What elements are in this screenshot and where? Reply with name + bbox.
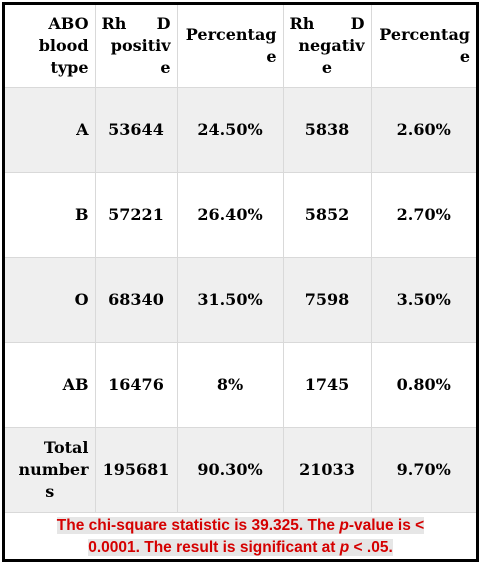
header-pct-neg-line2: e bbox=[459, 47, 470, 66]
header-rh-d-negative bbox=[283, 5, 371, 88]
note-part3: 0.0001. The result is significant at bbox=[88, 539, 340, 556]
header-rh-neg-left: Rh bbox=[289, 14, 315, 33]
total-pct-negative: 9.70% bbox=[371, 428, 476, 513]
note-p-italic-1: p bbox=[339, 517, 349, 534]
chi-square-result-note bbox=[5, 512, 476, 562]
header-abo-line1: ABO bbox=[48, 14, 89, 33]
header-row bbox=[5, 5, 476, 88]
row-total-label bbox=[5, 428, 95, 513]
table-row bbox=[5, 173, 476, 258]
row-blood-type: A bbox=[5, 88, 95, 173]
header-rh-neg-line3: e bbox=[321, 58, 333, 77]
header-abo-line3: type bbox=[50, 58, 89, 77]
header-percentage-positive bbox=[177, 5, 283, 88]
header-abo-line2: blood bbox=[38, 36, 89, 55]
row-rh-negative: 7598 bbox=[283, 258, 371, 343]
row-pct-negative: 3.50% bbox=[371, 258, 476, 343]
total-pct-positive: 90.30% bbox=[177, 428, 283, 513]
table-row-total bbox=[5, 428, 476, 513]
header-rh-neg-right: D bbox=[350, 14, 365, 33]
row-rh-positive: 68340 bbox=[95, 258, 177, 343]
row-pct-positive: 31.50% bbox=[177, 258, 283, 343]
note-part4: < .05. bbox=[349, 539, 393, 556]
header-abo-blood-type bbox=[5, 5, 95, 88]
total-rh-negative: 21033 bbox=[283, 428, 371, 513]
row-rh-negative: 5852 bbox=[283, 173, 371, 258]
table-row bbox=[5, 343, 476, 428]
total-label-line1: Total bbox=[43, 438, 89, 457]
header-rh-pos-right: D bbox=[156, 14, 171, 33]
row-blood-type: AB bbox=[5, 343, 95, 428]
table-frame bbox=[2, 2, 479, 562]
row-rh-positive: 53644 bbox=[95, 88, 177, 173]
header-rh-neg-line2: negativ bbox=[298, 36, 365, 55]
total-label-line3: s bbox=[45, 482, 55, 501]
row-pct-negative: 2.60% bbox=[371, 88, 476, 173]
row-pct-negative: 0.80% bbox=[371, 343, 476, 428]
row-rh-positive: 57221 bbox=[95, 173, 177, 258]
header-rh-pos-line2: positiv bbox=[110, 36, 171, 55]
row-rh-positive: 16476 bbox=[95, 343, 177, 428]
row-pct-negative: 2.70% bbox=[371, 173, 476, 258]
row-blood-type: O bbox=[5, 258, 95, 343]
blood-type-table bbox=[5, 5, 476, 513]
header-rh-pos-left: Rh bbox=[101, 14, 127, 33]
row-pct-positive: 24.50% bbox=[177, 88, 283, 173]
header-pct-pos-line2: e bbox=[266, 47, 277, 66]
note-part2: -value is < bbox=[348, 517, 425, 534]
table-row bbox=[5, 88, 476, 173]
note-line bbox=[57, 517, 424, 534]
header-pct-neg-line1: Percentag bbox=[379, 25, 470, 44]
total-rh-positive: 195681 bbox=[95, 428, 177, 513]
table-row bbox=[5, 258, 476, 343]
header-rh-pos-line3: e bbox=[160, 58, 171, 77]
row-rh-negative: 5838 bbox=[283, 88, 371, 173]
note-p-italic-2: p bbox=[339, 539, 350, 556]
row-pct-positive: 8% bbox=[177, 343, 283, 428]
row-blood-type: B bbox=[5, 173, 95, 258]
row-rh-negative: 1745 bbox=[283, 343, 371, 428]
total-label-line2: number bbox=[18, 460, 89, 479]
header-rh-d-positive bbox=[95, 5, 177, 88]
note-part1: The chi-square statistic is 39.325. The bbox=[56, 517, 340, 534]
header-pct-pos-line1: Percentag bbox=[185, 25, 277, 44]
header-percentage-negative bbox=[371, 5, 476, 88]
row-pct-positive: 26.40% bbox=[177, 173, 283, 258]
